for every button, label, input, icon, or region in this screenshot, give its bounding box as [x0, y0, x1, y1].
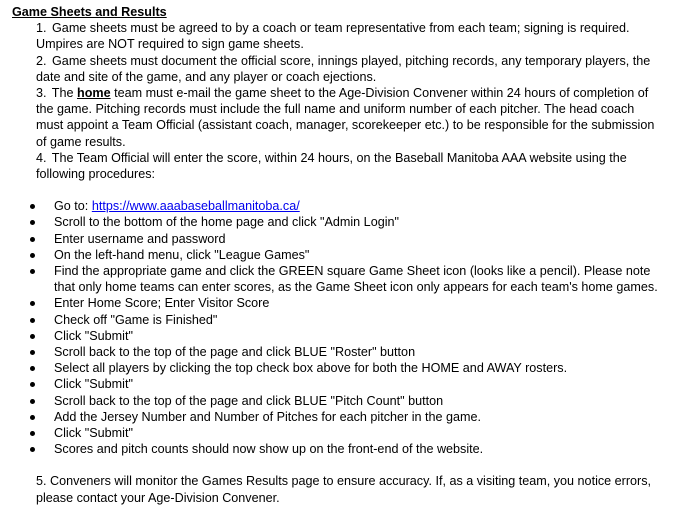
step-text: Enter username and password — [54, 231, 226, 246]
procedure-step — [12, 231, 672, 247]
procedure-step — [12, 393, 672, 409]
step-text: Go to: — [54, 199, 92, 214]
bullet-icon — [30, 334, 35, 339]
rule-4-text: The Team Official will enter the score, within 24 hours, on the Baseball Manitoba AAA website using the following procedures: — [36, 150, 627, 182]
rule-5 — [12, 473, 672, 505]
step-text: Scroll to the bottom of the home page and click "Admin Login" — [54, 215, 399, 230]
step-text: On the left-hand menu, click "League Games" — [54, 247, 310, 262]
rule-4 — [12, 150, 672, 182]
bullet-icon — [30, 431, 35, 436]
bullet-icon — [30, 382, 35, 387]
bullet-icon — [30, 237, 35, 242]
rule-3-emphasis: home — [77, 86, 111, 101]
step-text: Find the appropriate game and click the GREEN square Game Sheet icon (looks like a pencil). Please note that only home teams can enter scores, as the Game Sheet icon only appears for each team's home games. — [54, 264, 658, 295]
rule-2 — [12, 53, 672, 85]
website-link[interactable]: https://www.aaabaseballmanitoba.ca/ — [91, 199, 300, 214]
rule-2-text: Game sheets must document the official score, innings played, pitching records, any temporary players, the date and site of the game, and any player or coach ejections. — [36, 53, 651, 84]
rule-3-number: 3. — [36, 86, 47, 101]
procedure-step — [12, 312, 672, 328]
bullet-icon — [30, 350, 35, 355]
bullet-icon — [30, 301, 35, 306]
rule-3 — [12, 85, 672, 150]
rule-1-number: 1. — [36, 21, 47, 36]
step-text: Select all players by clicking the top check box above for both the HOME and AWAY rosters. — [54, 361, 568, 376]
procedure-step — [12, 214, 672, 230]
step-text: Scroll back to the top of the page and click BLUE "Roster" button — [54, 345, 416, 360]
step-text: Click "Submit" — [54, 328, 133, 343]
procedure-step — [12, 247, 672, 263]
step-text: Add the Jersey Number and Number of Pitches for each pitcher in the game. — [54, 409, 482, 424]
step-text: Enter Home Score; Enter Visitor Score — [54, 296, 270, 311]
step-text: Click "Submit" — [54, 377, 133, 392]
bullet-icon — [30, 269, 35, 274]
rule-5-number: 5. — [36, 474, 47, 489]
bullet-icon — [30, 253, 35, 258]
step-text: Scroll back to the top of the page and click BLUE "Pitch Count" button — [54, 393, 444, 408]
bullet-icon — [30, 447, 35, 452]
bullet-icon — [30, 399, 35, 404]
bullet-icon — [30, 220, 35, 225]
procedure-step — [12, 344, 672, 360]
procedure-step — [12, 198, 672, 214]
rule-1-text: Game sheets must be agreed to by a coach or team representative from each team; signing is required. Umpires are NOT required to sign game sheets. — [36, 21, 630, 52]
bullet-icon — [30, 318, 35, 323]
rule-1 — [12, 20, 672, 52]
procedure-step — [12, 376, 672, 392]
procedure-step — [12, 263, 672, 295]
step-text: Scores and pitch counts should now show up on the front-end of the website. — [54, 442, 484, 457]
rule-5-text: Conveners will monitor the Games Results page to ensure accuracy. If, as a visiting team, you notice errors, please contact your Age-Division Convener. — [36, 474, 652, 505]
bullet-icon — [30, 204, 35, 209]
procedure-step — [12, 360, 672, 376]
procedure-list — [12, 198, 672, 457]
rule-3-text-pre: The — [51, 86, 77, 101]
section-title: Game Sheets and Results — [12, 5, 167, 19]
procedure-step — [12, 425, 672, 441]
step-text: Click "Submit" — [54, 426, 133, 441]
rule-4-number: 4. — [36, 150, 47, 165]
procedure-step — [12, 295, 672, 311]
procedure-step — [12, 409, 672, 425]
procedure-step — [12, 328, 672, 344]
step-text: Check off "Game is Finished" — [54, 312, 218, 327]
rule-2-number: 2. — [36, 53, 47, 68]
bullet-icon — [30, 415, 35, 420]
rule-3-text-post: team must e-mail the game sheet to the Age-Division Convener within 24 hours of completion of the game. Pitching records must include the full name and uniform number of each pitcher. The head coach must appoint a Team Official (assistant coach, manager, scorekeeper etc.) to be responsible for the submission of game results. — [36, 86, 655, 149]
procedure-step — [12, 441, 672, 457]
bullet-icon — [30, 366, 35, 371]
